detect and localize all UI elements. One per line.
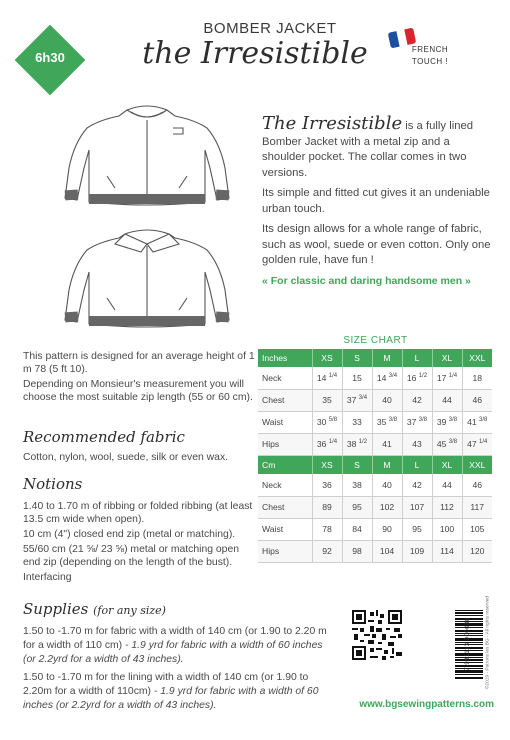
size-chart-size-header: XS [312,349,342,367]
size-chart-size-header: XXL [462,349,492,367]
measurement-value: 36 [312,474,342,496]
measurement-value: 41 [372,433,402,455]
intro-tagline: « For classic and daring handsome men » [262,274,471,287]
supplies-fabric-imperial: - 1.9 yrd for fabric with a width of 60 inches (or 2.2yrd for a width of 43 inches). [23,640,323,665]
bomber-jacket-shirt-collar-illustration [55,220,240,338]
measurement-value: 89 [312,496,342,518]
size-chart-size-header: XXL [462,456,492,474]
measurement-value: 102 [372,496,402,518]
measurement-value: 14 $^{1/4}$ [312,367,342,389]
measurement-value: 105 [462,518,492,540]
notion-item: Interfacing [23,572,72,583]
measurement-value: 117 [462,496,492,518]
measurement-value: 38 [342,474,372,496]
measurement-value: 40 [372,474,402,496]
measurement-value: 92 [312,540,342,562]
table-row [258,389,492,411]
measurement-value: 44 [432,389,462,411]
measurement-value: 84 [342,518,372,540]
measurement-value: 47 $^{1/4}$ [462,433,492,455]
size-chart-size-header: M [372,349,402,367]
measurement-value: 95 [402,518,432,540]
measurement-value: 30 $^{5/8}$ [312,411,342,433]
measurement-label: Chest [258,496,312,518]
table-row [258,518,492,540]
intro-paragraph-3: Its design allows for a whole range of fabric, such as wool, suede or even cotton. Only one golden rule, have fun ! [262,223,491,266]
measurement-value: 42 [402,389,432,411]
table-row [258,540,492,562]
intro-title: The Irresistible [262,113,403,134]
measurement-label: Hips [258,540,312,562]
french-touch-label [400,44,460,68]
intro-description [262,113,494,294]
measurement-value: 37 $^{3/8}$ [402,411,432,433]
measurement-value: 41 $^{3/8}$ [462,411,492,433]
supplies-heading [23,600,166,618]
measurement-value: 18 [462,367,492,389]
zip-length-note: Depending on Monsieur's measurement you will choose the most suitable zip length (55 or 60 cm). [23,379,253,403]
intro-paragraph-1 [262,113,494,181]
measurement-value: 17 $^{1/4}$ [432,367,462,389]
recommended-fabric-text: Cotton, nylon, wool, suede, silk or even wax. [23,452,229,463]
measurement-value: 35 $^{3/8}$ [372,411,402,433]
measurement-value: 107 [402,496,432,518]
height-note: This pattern is designed for an average height of 1 m 78 (5 ft 10). [23,351,255,375]
measurement-value: 100 [432,518,462,540]
website-link[interactable]: www.bgsewingpatterns.com [359,699,494,710]
measurement-value: 15 [342,367,372,389]
measurement-value: 104 [372,540,402,562]
measurement-value: 36 $^{1/4}$ [312,433,342,455]
notion-item: 10 cm (4") closed end zip (metal or matching). [23,529,236,540]
measurement-label: Waist [258,411,312,433]
measurement-label: Waist [258,518,312,540]
size-chart-size-header: L [402,456,432,474]
qr-code-icon[interactable] [352,610,402,660]
pattern-title: the Irresistible [142,36,368,71]
measurement-label: Neck [258,367,312,389]
measurement-value: 40 [372,389,402,411]
size-chart-title: SIZE CHART [343,335,408,346]
intro-paragraph-2: Its simple and fitted cut gives it an undeniable urban touch. [262,187,490,215]
measurement-value: 16 $^{1/2}$ [402,367,432,389]
notion-item: 55/60 cm (21 ⅝/ 23 ⅝) metal or matching open end zip (depending on the length of the bust). [23,544,240,568]
recommended-fabric-heading: Recommended fabric [23,428,185,446]
supplies-heading-label: Supplies [23,600,89,618]
supplies-lining-metric: 1.50 to -1.70 m for the lining with a width of 140 cm (or 1.90 to 2.20m for a width of 110cm) [23,672,309,697]
measurement-value: 46 [462,389,492,411]
table-row [258,474,492,496]
measurement-value: 38 $^{1/2}$ [342,433,372,455]
size-chart-inches-table [258,349,492,456]
measurement-value: 44 [432,474,462,496]
supplies-fabric-metric: 1.50 to -1.70 m for fabric with a width of 140 cm (or 1.90 to 2.20 m for a width of 110 cm) [23,626,327,651]
size-chart-size-header: M [372,456,402,474]
notions-heading: Notions [23,475,83,493]
measurement-value: 90 [372,518,402,540]
measurement-value: 109 [402,540,432,562]
bomber-jacket-ribbed-collar-illustration [55,98,240,216]
size-chart-size-header: S [342,349,372,367]
size-chart-size-header: S [342,456,372,474]
measurement-label: Chest [258,389,312,411]
measurement-value: 43 [402,433,432,455]
measurement-label: Hips [258,433,312,455]
measurement-value: 39 $^{3/8}$ [432,411,462,433]
measurement-value: 37 $^{3/4}$ [342,389,372,411]
intro-text-1: is a fully lined Bomber Jacket with a metal zip and a shoulder pocket. The collar comes in two versions. [262,120,474,179]
barcode-number: 7 981113 900038 [465,617,471,671]
measurement-value: 112 [432,496,462,518]
measurement-value: 98 [342,540,372,562]
copyright-notice: ©2019 - Patrons les BG - All rights reserved [485,595,491,690]
french-touch-line1: FRENCH [411,45,449,54]
measurement-value: 45 $^{3/8}$ [432,433,462,455]
size-chart-size-header: XS [312,456,342,474]
supplies-lining-imperial: - 1.9 yrd for fabric with a width of 60 inches (or 2.2yrd for a width of 43 inches). [23,686,319,711]
measurement-value: 14 $^{3/4}$ [372,367,402,389]
time-badge-label: 6h30 [35,50,65,65]
table-row [258,496,492,518]
measurement-value: 33 [342,411,372,433]
french-touch-line2: TOUCH ! [411,57,449,66]
supplies-heading-note: (for any size) [93,604,166,617]
size-chart-size-header: XL [432,456,462,474]
supplies-fabric-paragraph [23,625,338,667]
size-chart-unit-header: Inches [258,349,312,367]
table-row [258,411,492,433]
size-chart-unit-header: Cm [258,456,312,474]
measurement-label: Neck [258,474,312,496]
measurement-value: 46 [462,474,492,496]
size-chart-size-header: L [402,349,432,367]
size-chart-size-header: XL [432,349,462,367]
supplies-lining-paragraph [23,671,338,713]
notion-item: 1.40 to 1.70 m of ribbing or folded ribbing (at least 13.5 cm wide when open). [23,501,253,525]
notions-list [23,500,255,586]
size-chart-cm-table [258,456,492,563]
measurement-value: 42 [402,474,432,496]
table-row [258,433,492,455]
measurement-value: 35 [312,389,342,411]
table-row [258,367,492,389]
supplies-text [23,625,338,717]
measurement-value: 114 [432,540,462,562]
measurement-value: 78 [312,518,342,540]
measurement-value: 120 [462,540,492,562]
pattern-subtitle: BOMBER JACKET [203,20,337,37]
pattern-notes [23,350,255,406]
measurement-value: 95 [342,496,372,518]
